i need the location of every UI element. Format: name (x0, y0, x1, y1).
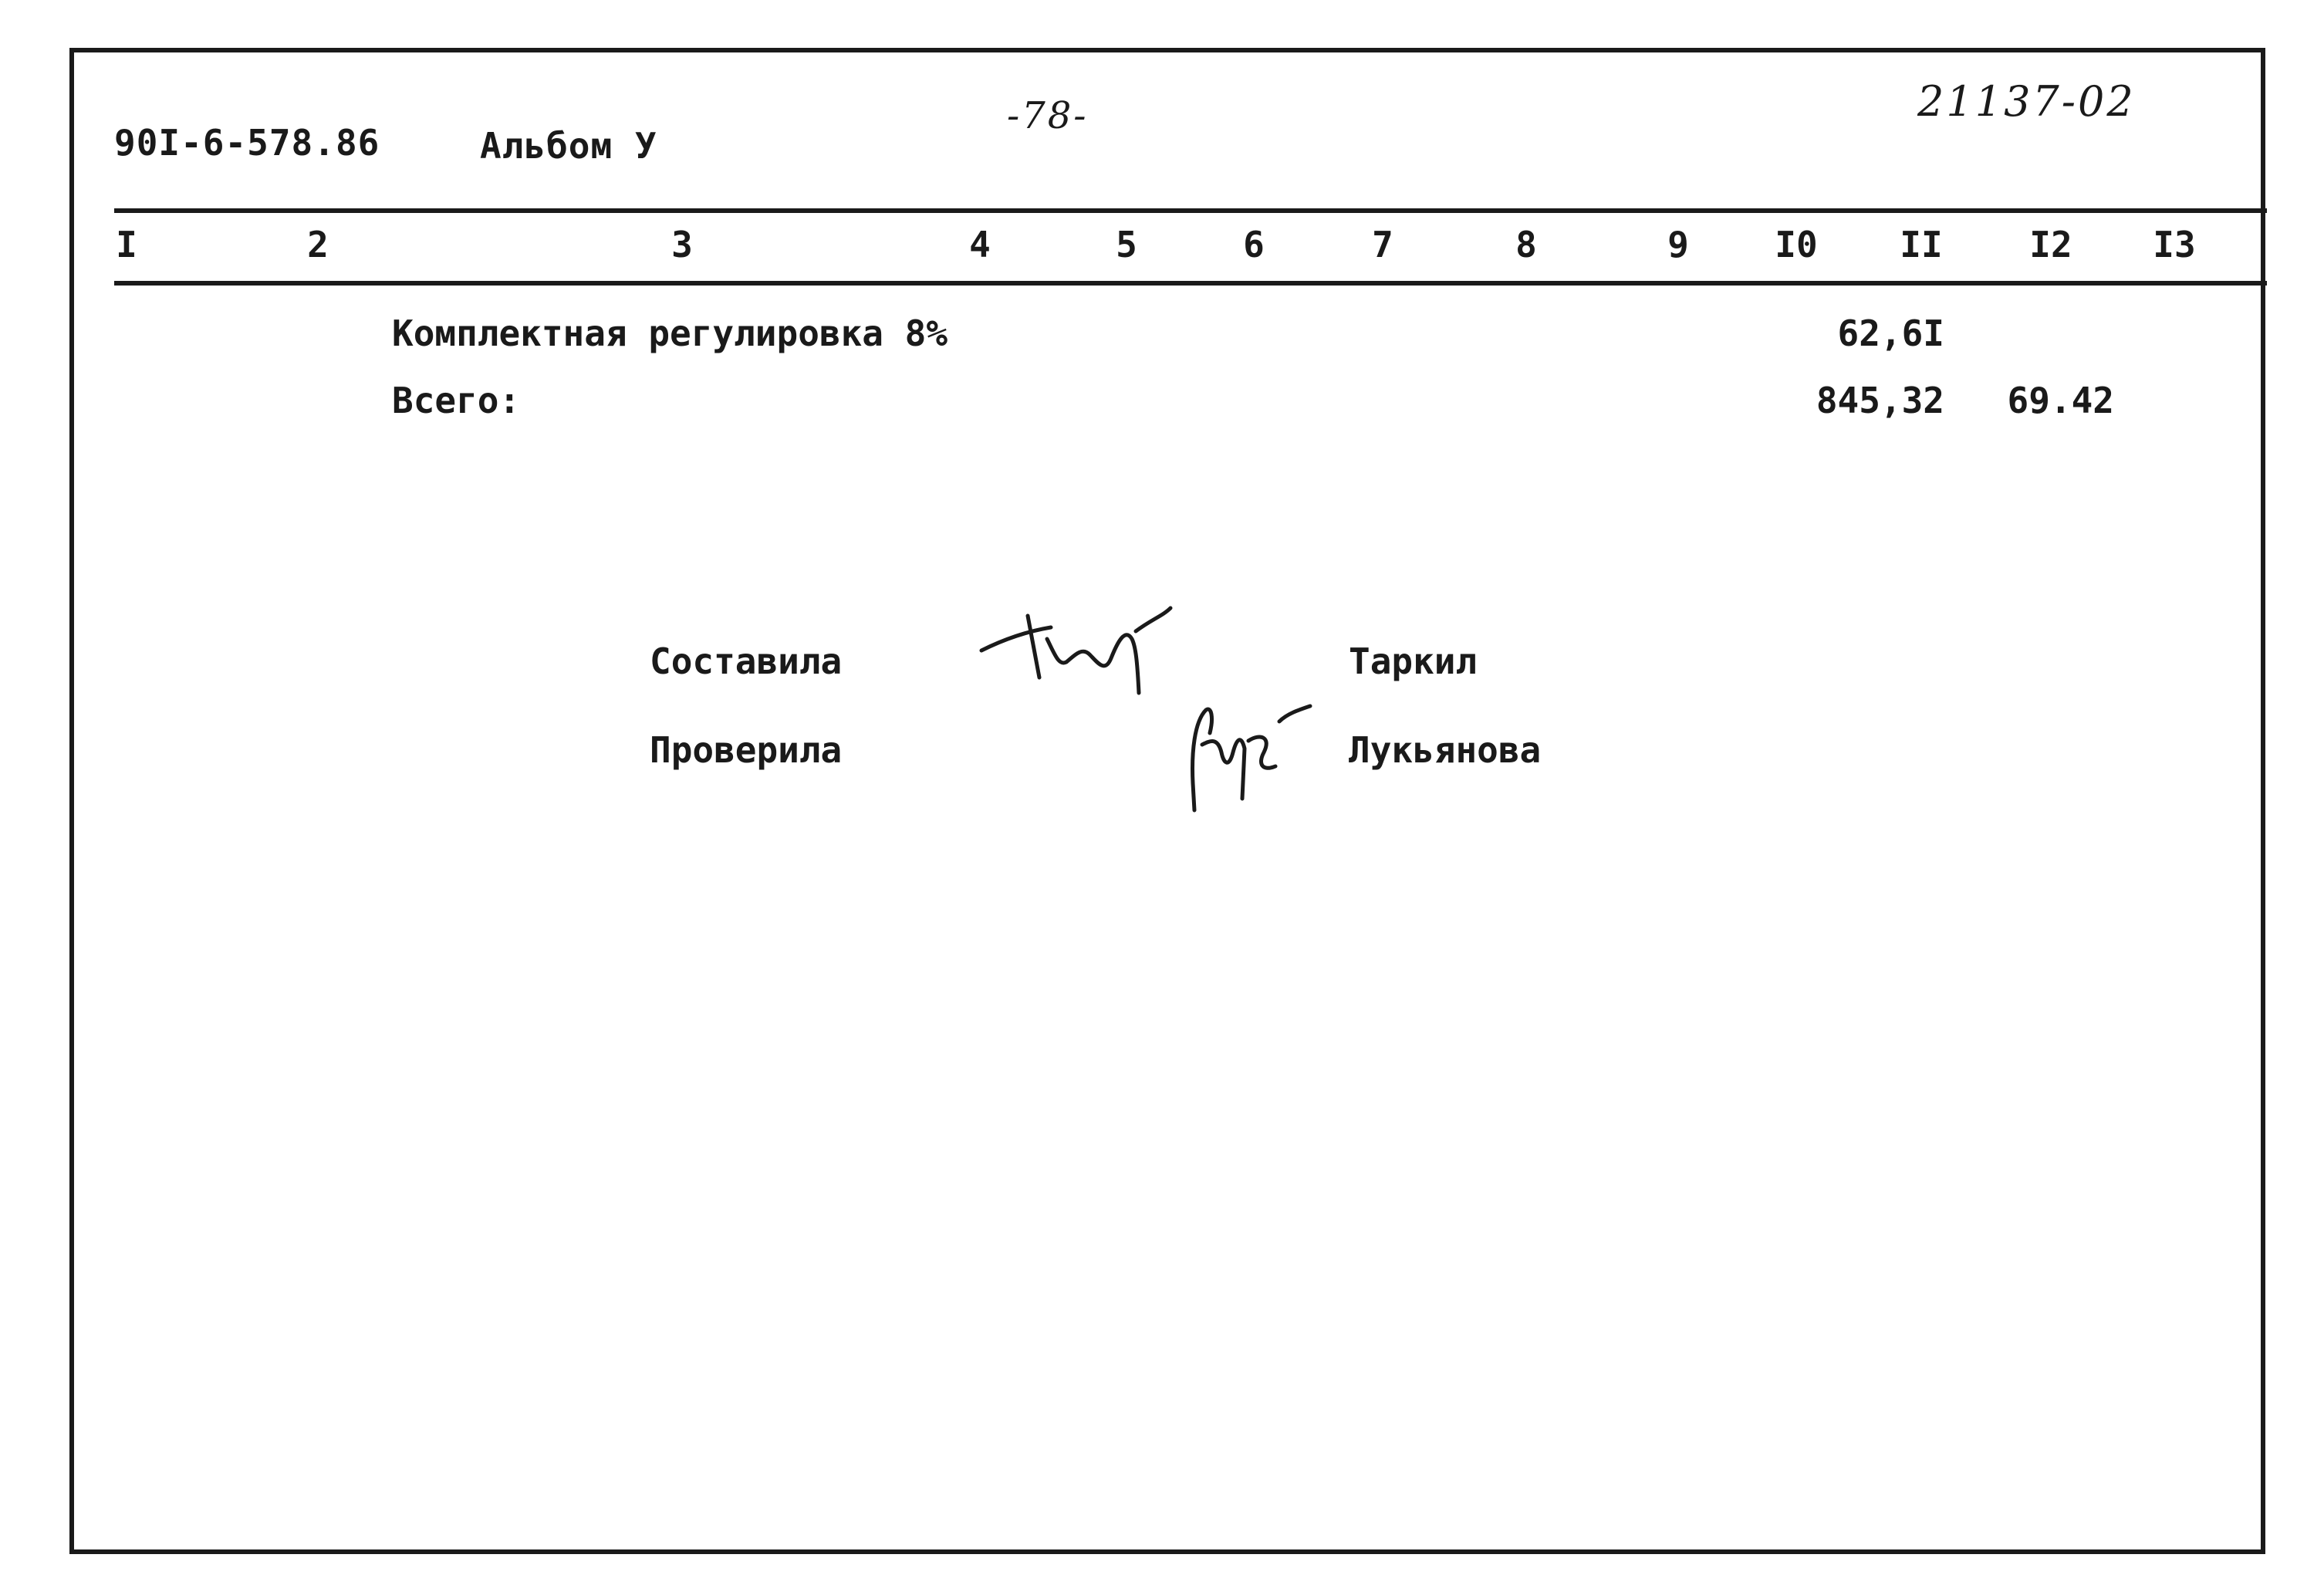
column-header-8: 8 (1515, 224, 1537, 265)
column-header-11: II (1900, 224, 1943, 265)
column-header-2: 2 (307, 224, 329, 265)
checked-signature (1171, 698, 1318, 814)
page-number: -78- (1007, 94, 1089, 137)
checked-by-label: Проверила (650, 729, 843, 771)
compiled-by-name: Таркил (1349, 640, 1478, 682)
column-header-12: I2 (2029, 224, 2072, 265)
header-bottom-rule (114, 281, 2267, 286)
header-top-rule (114, 208, 2267, 213)
album-label: Альбом У (480, 125, 657, 167)
column-header-1: I (116, 224, 137, 265)
compiled-by-label: Составила (650, 640, 843, 682)
row-adjustment-col11: 62,6I (1837, 313, 1944, 354)
column-header-5: 5 (1116, 224, 1137, 265)
column-header-3: 3 (671, 224, 693, 265)
column-header-10: I0 (1775, 224, 1818, 265)
document-code: 90I-6-578.86 (114, 122, 380, 164)
column-header-6: 6 (1243, 224, 1265, 265)
page-frame (69, 48, 2265, 1554)
sheet-code: 21137-02 (1917, 77, 2136, 126)
row-total-col11: 845,32 (1816, 380, 1944, 421)
compiled-signature (974, 585, 1174, 701)
row-label-adjustment: Комплектная регулировка 8% (392, 313, 948, 354)
row-label-total: Всего: (392, 380, 521, 421)
row-total-col12: 69.42 (2007, 380, 2114, 421)
column-header-9: 9 (1667, 224, 1689, 265)
column-header-7: 7 (1372, 224, 1393, 265)
checked-by-name: Лукьянова (1349, 729, 1542, 771)
column-header-13: I3 (2153, 224, 2196, 265)
column-header-4: 4 (969, 224, 991, 265)
